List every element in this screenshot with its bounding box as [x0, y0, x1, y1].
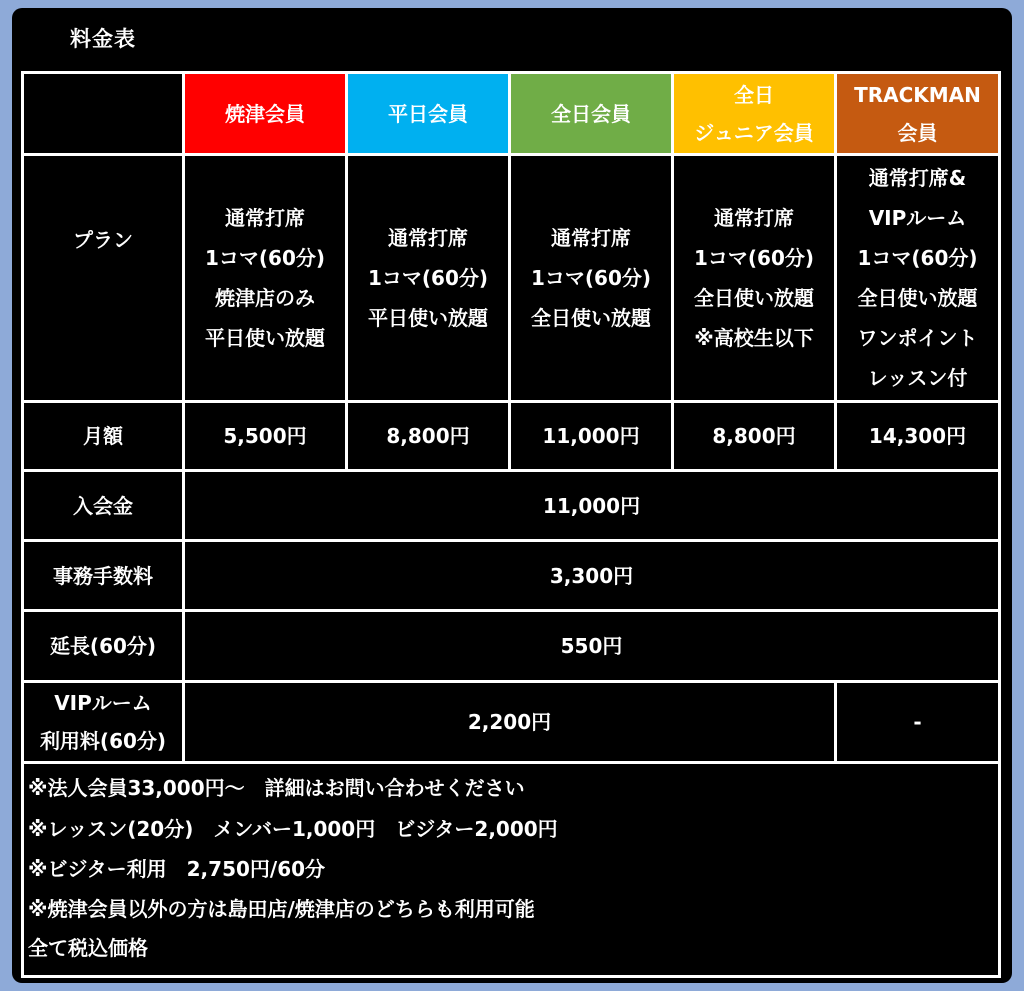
header-trackman-member: TRACKMAN 会員: [837, 74, 998, 153]
monthly-trackman: 14,300円: [837, 403, 998, 469]
note-lesson: ※レッスン(20分) メンバー1,000円 ビジター2,000円: [28, 817, 558, 841]
plan-weekday: 通常打席 1コマ(60分) 平日使い放題: [348, 156, 508, 400]
plan-yaizu: 通常打席 1コマ(60分) 焼津店のみ 平日使い放題: [185, 156, 345, 400]
plan-allday: 通常打席 1コマ(60分) 全日使い放題: [511, 156, 671, 400]
vip-trackman-value: -: [837, 683, 998, 761]
corner-cell: [24, 74, 182, 153]
note-visitor: ※ビジター利用 2,750円/60分: [28, 857, 326, 881]
note-store-usage: ※焼津会員以外の方は島田店/焼津店のどちらも利用可能: [28, 897, 535, 921]
header-allday-member: 全日会員: [511, 74, 671, 153]
plan-trackman: 通常打席& VIPルーム 1コマ(60分) 全日使い放題 ワンポイント レッスン付: [837, 156, 998, 400]
fee-value: 3,300円: [185, 542, 998, 609]
page-title: 料金表: [70, 27, 136, 51]
note-corporate: ※法人会員33,000円～ 詳細はお問い合わせください: [28, 776, 525, 800]
extension-label: 延長(60分): [24, 612, 182, 680]
note-tax-included: 全て税込価格: [28, 936, 148, 960]
header-yaizu-member: 焼津会員: [185, 74, 345, 153]
monthly-weekday: 8,800円: [348, 403, 508, 469]
monthly-label: 月額: [24, 403, 182, 469]
extension-value: 550円: [185, 612, 998, 680]
header-junior-member: 全日 ジュニア会員: [674, 74, 834, 153]
admission-value: 11,000円: [185, 472, 998, 539]
monthly-allday: 11,000円: [511, 403, 671, 469]
fee-label: 事務手数料: [24, 542, 182, 609]
plan-label: プラン: [24, 156, 182, 400]
header-weekday-member: 平日会員: [348, 74, 508, 153]
admission-label: 入会金: [24, 472, 182, 539]
vip-label: VIPルーム 利用料(60分): [24, 683, 182, 761]
monthly-junior: 8,800円: [674, 403, 834, 469]
vip-value: 2,200円: [185, 683, 834, 761]
plan-junior: 通常打席 1コマ(60分) 全日使い放題 ※高校生以下: [674, 156, 834, 400]
monthly-yaizu: 5,500円: [185, 403, 345, 469]
